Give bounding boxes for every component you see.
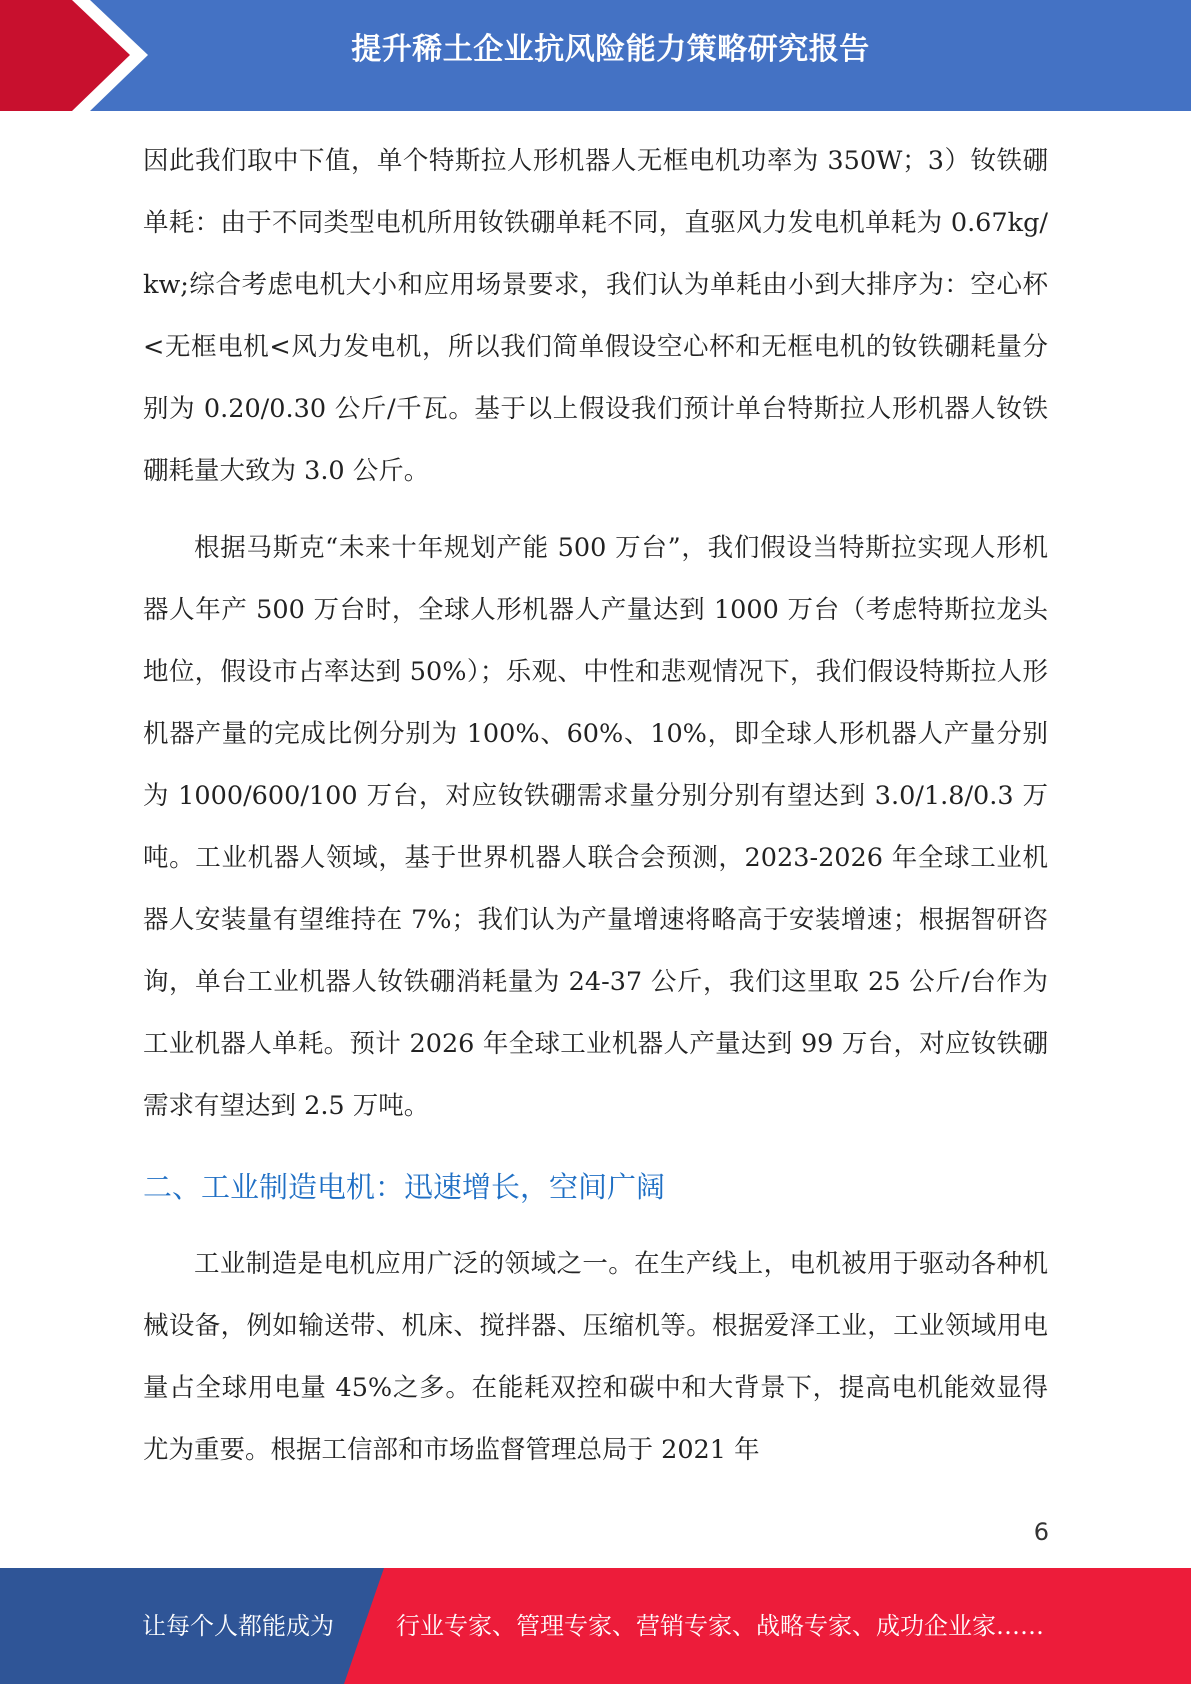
- section-heading: 二、工业制造电机：迅速增长，空间广阔: [143, 1170, 666, 1204]
- footer-slogan-left: 让每个人都能成为: [142, 1612, 334, 1640]
- body-paragraph-2: 根据马斯克“未来十年规划产能 500 万台”，我们假设当特斯拉实现人形机器人年产 500 万台时，全球人形机器人产量达到 1000 万台（考虑特斯拉龙头地位，假设市占率达到 50%）；乐观、中性和悲观情况下，我们假设特斯拉人形机器产量的完成比例分别为 100%、60%、10%，即全球人形机器人产量分别为 1000/600/100 万台，对应钕铁硼需求量分别分别有望达到 3.0/1.8/0.3 万吨。工业机器人领域，基于世界机器人联合会预测，2023-2026 年全球工业机器人安装量有望维持在 7%；我们认为产量增速将略高于安装增速；根据智研咨询，单台工业机器人钕铁硼消耗量为 24-37 公斤，我们这里取 25 公斤/台作为工业机器人单耗。预计 2026 年全球工业机器人产量达到 99 万台，对应钕铁硼需求有望达到 2.5 万吨。: [143, 533, 1048, 1121]
- header-title: 提升稀土企业抗风险能力策略研究报告: [351, 32, 870, 67]
- page-footer: [0, 1568, 1191, 1684]
- page-number: 6: [1033, 1518, 1049, 1546]
- footer-slogan-right: 行业专家、管理专家、营销专家、战略专家、成功企业家……: [396, 1612, 1044, 1640]
- body-paragraph-1: 因此我们取中下值，单个特斯拉人形机器人无框电机功率为 350W；3）钕铁硼单耗：由于不同类型电机所用钕铁硼单耗不同，直驱风力发电机单耗为 0.67kg/kw;综合考虑电机大小和应用场景要求，我们认为单耗由小到大排序为：空心杯<无框电机<风力发电机，所以我们简单假设空心杯和无框电机的钕铁硼耗量分别为 0.20/0.30 公斤/千瓦。基于以上假设我们预计单台特斯拉人形机器人钕铁硼耗量大致为 3.0 公斤。: [143, 146, 1048, 486]
- body-paragraph-3: 工业制造是电机应用广泛的领域之一。在生产线上，电机被用于驱动各种机械设备，例如输送带、机床、搅拌器、压缩机等。根据爱泽工业，工业领域用电量占全球用电量 45%之多。在能耗双控和碳中和大背景下，提高电机能效显得尤为重要。根据工信部和市场监督管理总局于 2021 年: [143, 1249, 1048, 1465]
- page-header: [0, 0, 1191, 111]
- document-body: [143, 130, 1048, 1481]
